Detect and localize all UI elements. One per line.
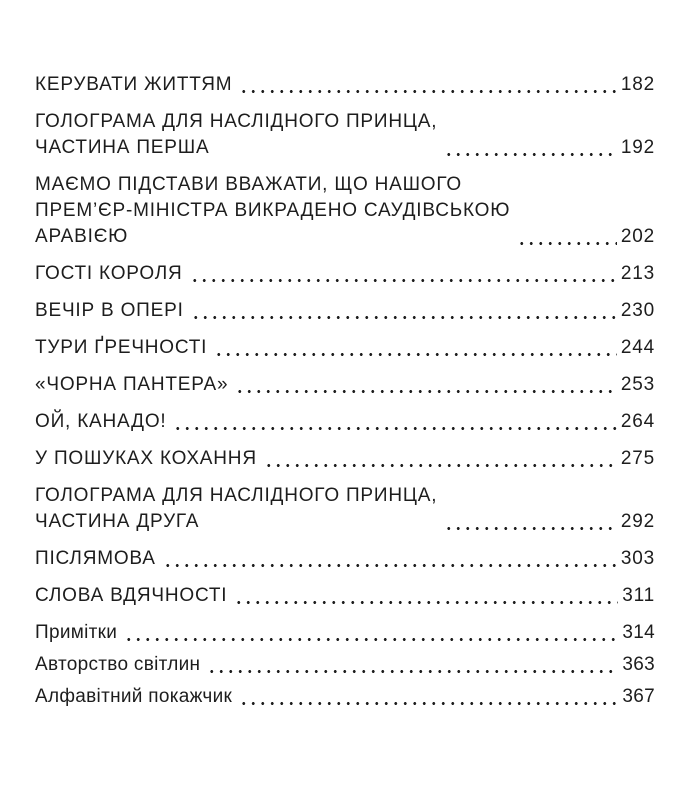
toc-title-line: АРАВІЄЮ	[35, 226, 129, 247]
dot-leader	[191, 315, 617, 320]
toc-entry-title: «ЧОРНА ПАНТЕРА»	[35, 374, 229, 395]
toc-entry-title: СЛОВА ВДЯЧНОСТІ	[35, 585, 228, 606]
dot-leader	[234, 600, 618, 605]
toc-entry-title: Алфавітний покажчик	[35, 686, 233, 707]
toc-title-line: МАЄМО ПІДСТАВИ ВВАЖАТИ, ЩО НАШОГО	[35, 174, 462, 195]
toc-entry	[35, 446, 655, 472]
toc-entry-title: У ПОШУКАХ КОХАННЯ	[35, 448, 257, 469]
toc-entry	[35, 109, 655, 161]
toc-entry-title: Авторство світлин	[35, 654, 201, 675]
toc-entry-title: ТУРИ ҐРЕЧНОСТІ	[35, 337, 208, 358]
dot-leader	[207, 669, 618, 674]
dot-leader	[124, 637, 618, 642]
toc-entry-page: 367	[622, 686, 655, 707]
toc-entry	[35, 684, 655, 710]
toc-entry-title: ПІСЛЯМОВА	[35, 548, 156, 569]
toc-entry-title: КЕРУВАТИ ЖИТТЯМ	[35, 74, 233, 95]
dot-leader	[239, 89, 617, 94]
toc-title-line: ПРЕМ’ЄР-МІНІСТРА ВИКРАДЕНО САУДІВСЬКОЮ	[35, 200, 511, 221]
toc-title-line: ГОЛОГРАМА ДЛЯ НАСЛІДНОГО ПРИНЦА,	[35, 485, 438, 506]
toc-entry-page: 275	[620, 448, 655, 469]
dot-leader	[239, 701, 618, 706]
toc-entry-page: 363	[622, 654, 655, 675]
dot-leader	[264, 463, 617, 468]
toc-entry	[35, 620, 655, 646]
toc-entry	[35, 652, 655, 678]
toc-entry-page: 311	[622, 585, 655, 606]
toc-entry-page: 230	[620, 300, 655, 321]
toc-entry-title: ОЙ, КАНАДО!	[35, 411, 167, 432]
toc-entry	[35, 261, 655, 287]
toc-entry	[35, 483, 655, 535]
toc-entry	[35, 546, 655, 572]
toc-entry-page: 264	[620, 411, 655, 432]
dot-leader	[444, 526, 617, 531]
dot-leader	[517, 241, 617, 246]
toc-entry-title: Примітки	[35, 622, 118, 643]
toc-entry	[35, 335, 655, 361]
toc-entry	[35, 583, 655, 609]
toc-entry-page: 292	[620, 511, 655, 532]
toc-entry-title: ВЕЧІР В ОПЕРІ	[35, 300, 184, 321]
toc-entry-page: 182	[620, 74, 655, 95]
toc-entry	[35, 298, 655, 324]
toc-entry	[35, 409, 655, 435]
dot-leader	[163, 563, 617, 568]
toc-entry-title	[35, 483, 437, 535]
toc-entry-page: 244	[620, 337, 655, 358]
toc-entry-page: 314	[622, 622, 655, 643]
dot-leader	[444, 152, 617, 157]
toc-entry	[35, 372, 655, 398]
dot-leader	[190, 278, 617, 283]
toc-title-line: ГОЛОГРАМА ДЛЯ НАСЛІДНОГО ПРИНЦА,	[35, 111, 438, 132]
toc-entry	[35, 172, 655, 250]
toc-title-line: ЧАСТИНА ПЕРША	[35, 137, 210, 158]
dot-leader	[214, 352, 617, 357]
dot-leader	[173, 426, 616, 431]
toc-entry-page: 192	[620, 137, 655, 158]
toc-entry	[35, 72, 655, 98]
toc-title-line: ЧАСТИНА ДРУГА	[35, 511, 200, 532]
toc-entry-page: 213	[620, 263, 655, 284]
toc-entry-title	[35, 109, 437, 161]
toc-entry-title	[35, 172, 510, 250]
toc-entry-page: 303	[620, 548, 655, 569]
toc-entry-title: ГОСТІ КОРОЛЯ	[35, 263, 183, 284]
toc-entry-page: 202	[620, 226, 655, 247]
dot-leader	[235, 389, 617, 394]
toc-entry-page: 253	[620, 374, 655, 395]
